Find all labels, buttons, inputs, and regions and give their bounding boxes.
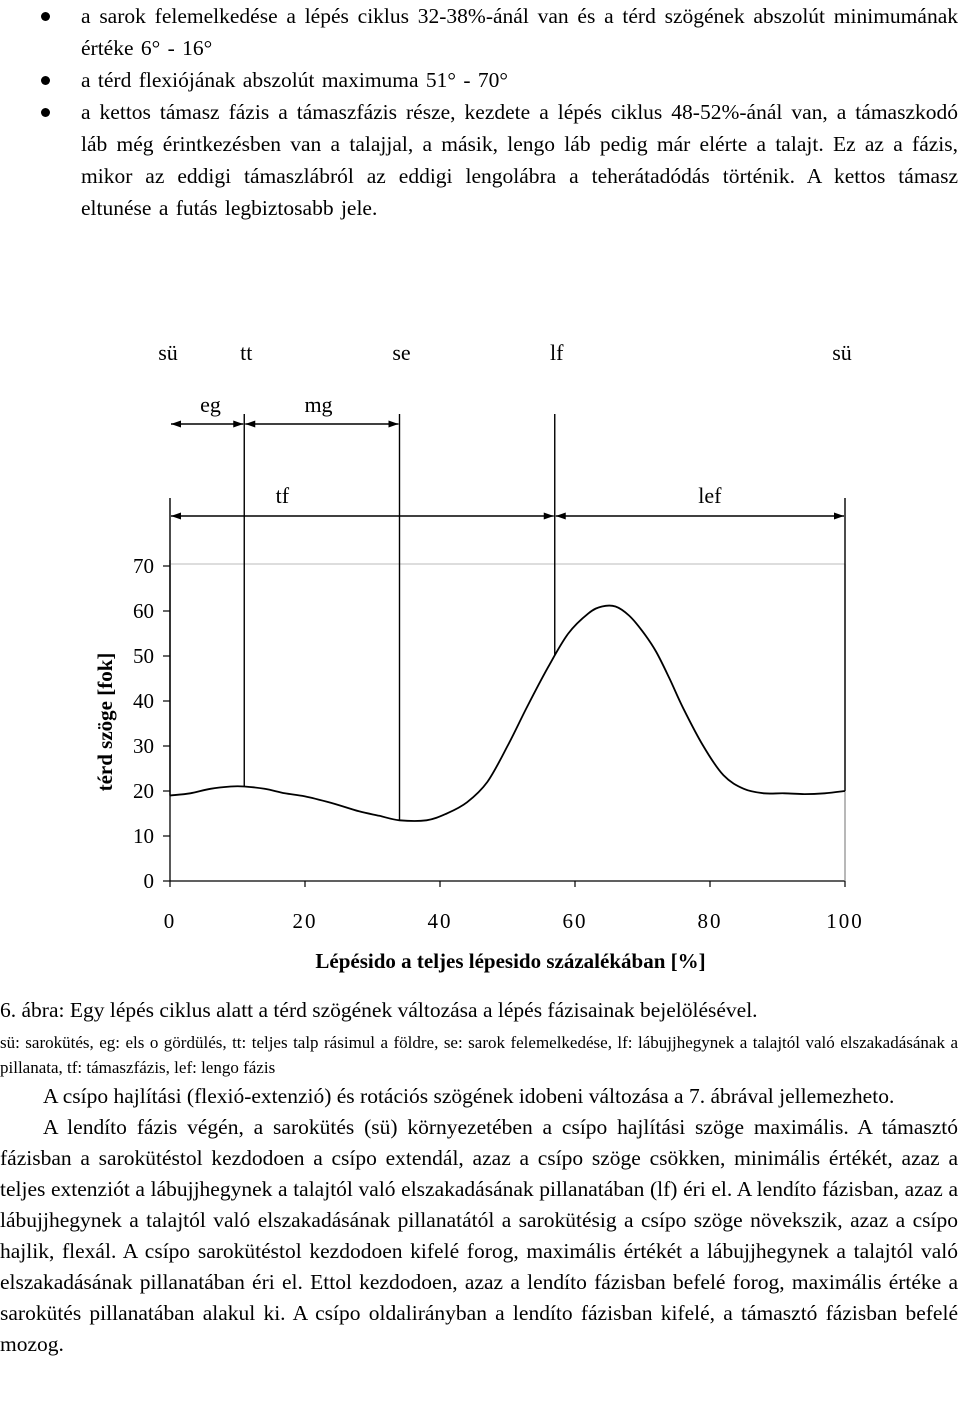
y-tick-label: 40	[133, 689, 154, 713]
x-axis-title: Lépésido a teljes lépesido százalékában [%]	[315, 949, 706, 973]
bullet-list	[38, 0, 958, 224]
bullet-item: a kettos támasz fázis a támaszfázis része, kezdete a lépés ciklus 48-52%-ánál van, a támaszkodó láb még érintkezésben van a talajjal, a másik, lengo láb pedig már elérte a talajt. Ez az a fázis, mikor az eddigi támaszlábról az eddigi lengolábra a teherátadódás történik. A kettos támasz eltunése a futás legbiztosabb jele.	[38, 96, 958, 224]
y-tick-label: 10	[133, 824, 154, 848]
phase-sublabel: eg	[200, 392, 221, 417]
bullet-item: a térd flexiójának abszolút maximuma 51° - 70°	[38, 64, 958, 96]
paragraph: A csípo hajlítási (flexió-extenzió) és rotációs szögének idobeni változása a 7. ábrával jellemezheto.	[43, 1084, 895, 1108]
x-tick-label: 80	[697, 909, 723, 933]
interval-label: lef	[698, 483, 722, 508]
knee-angle-curve	[170, 606, 845, 821]
phase-label: sü	[832, 340, 852, 365]
paragraph: A lendíto fázis végén, a sarokütés (sü) környezetében a csípo hajlítási szöge maximális. A támasztó fázisban a sarokütéstol kezdodoen a csípo extendál, azaz a csípo szöge csökken, minimális értékét, azaz a teljes extenziót a lábujjhegynek a talajtól való elszakadásának pillanatában (lf) éri el. A lendíto fázisban, azaz a lábujjhegynek a talajtól való elszakadásának pillanatától a sarokütésig a csípo szöge növekszik, azaz a csípo hajlik, flexál. A csípo sarokütéstol kezdodoen kifelé forog, maximális értékét a lábujjhegynek a talajtól való elszakadásának pillanatában éri el. Ettol kezdodoen, azaz a lendíto fázisban befelé forog, maximális értéke a sarokütés pillanatában alakul ki. A csípo oldalirányban a lendíto fázisban kifelé, a támasztó fázisban befelé mozog.	[0, 1115, 958, 1356]
phase-label: tt	[240, 340, 253, 365]
y-tick-label: 30	[133, 734, 154, 758]
y-tick-label: 60	[133, 599, 154, 623]
interval-label: tf	[275, 483, 290, 508]
phase-label: se	[392, 340, 411, 365]
figure-caption: 6. ábra: Egy lépés ciklus alatt a térd szögének változása a lépés fázisainak bejelölésével.	[0, 998, 758, 1022]
phase-sublabel: mg	[304, 392, 333, 417]
phase-label: lf	[550, 340, 564, 365]
x-tick-label: 0	[163, 909, 177, 933]
body-text	[0, 1081, 958, 1360]
y-tick-label: 0	[143, 869, 154, 893]
x-tick-label: 40	[427, 909, 453, 933]
x-tick-label: 60	[562, 909, 588, 933]
y-axis-title: térd szöge [fok]	[93, 652, 117, 792]
knee-angle-chart	[0, 320, 960, 985]
phase-label: sü	[158, 340, 178, 365]
x-tick-label: 100	[826, 909, 864, 933]
bullet-item: a sarok felemelkedése a lépés ciklus 32-38%-ánál van és a térd szögének abszolút minimumának értéke 6° - 16°	[38, 0, 958, 64]
abbreviation-legend: sü: sarokütés, eg: els o gördülés, tt: teljes talp rásimul a földre, se: sarok felemelkedése, lf: lábujjhegynek a talajtól való elszakadásának a pillanata, tf: támaszfázis, lef: lengo fázis	[0, 1033, 958, 1077]
y-tick-label: 70	[133, 554, 154, 578]
x-tick-label: 20	[292, 909, 318, 933]
y-tick-label: 20	[133, 779, 154, 803]
y-tick-label: 50	[133, 644, 154, 668]
